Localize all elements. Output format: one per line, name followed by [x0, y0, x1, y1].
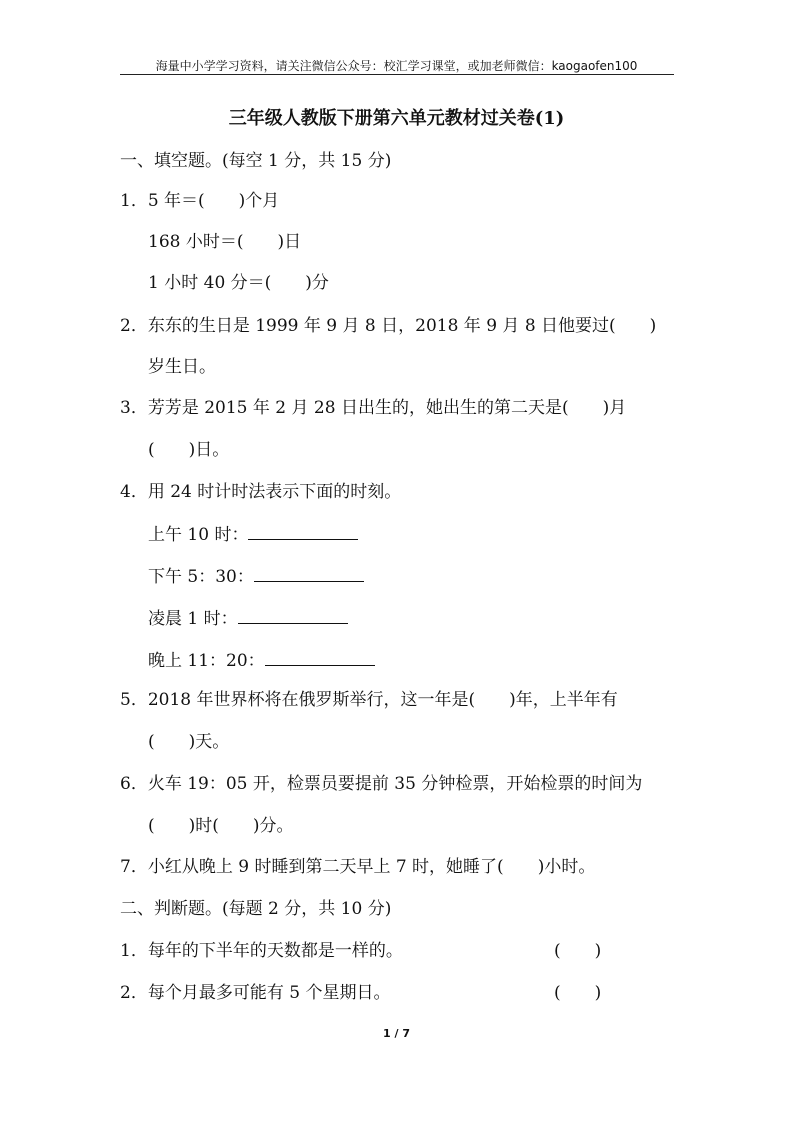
judge-item-text: 1．每年的下半年的天数都是一样的。 [120, 941, 403, 961]
q4-item-label: 凌晨 1 时： [148, 609, 238, 629]
header-text: 海量中小学学习资料，请关注微信公众号：校汇学习课堂，或加老师微信：kaogaofen100 [155, 59, 638, 73]
q2-line2: 岁生日。 [148, 357, 216, 377]
q4-item-label: 上午 10 时： [148, 525, 249, 545]
q4-item [148, 649, 375, 672]
q4-item [148, 523, 358, 546]
answer-blank[interactable] [265, 649, 375, 666]
page-title: 三年级人教版下册第六单元教材过关卷(1) [228, 108, 565, 129]
header-divider [120, 74, 674, 75]
q6-line2: ( )时( )分。 [148, 816, 294, 836]
q4-item [148, 607, 348, 630]
q1-line3: 1 小时 40 分＝( )分 [148, 273, 329, 293]
q1-line2: 168 小时＝( )日 [148, 232, 302, 252]
q5-line2: ( )天。 [148, 732, 230, 752]
answer-blank[interactable] [238, 607, 348, 624]
q2-line1: 2．东东的生日是 1999 年 9 月 8 日，2018 年 9 月 8 日他要过( ) [120, 316, 657, 336]
answer-blank[interactable] [254, 565, 364, 582]
q4-item-label: 下午 5：30： [148, 567, 254, 587]
q7-line1: 7．小红从晚上 9 时睡到第二天早上 7 时，她睡了( )小时。 [120, 857, 596, 877]
section2-heading: 二、判断题。(每题 2 分，共 10 分) [120, 899, 392, 919]
q6-line1: 6．火车 19：05 开，检票员要提前 35 分钟检票，开始检票的时间为 [120, 774, 643, 794]
q1-line1: 1．5 年＝( )个月 [120, 191, 280, 211]
q4-item [148, 565, 364, 588]
q3-line2: ( )日。 [148, 440, 230, 460]
judge-answer-paren[interactable]: ( ) [554, 941, 602, 961]
answer-blank[interactable] [248, 523, 358, 540]
page-number: 1 / 7 [383, 1027, 410, 1040]
judge-item-text: 2．每个月最多可能有 5 个星期日。 [120, 983, 391, 1003]
q5-line1: 5．2018 年世界杯将在俄罗斯举行，这一年是( )年，上半年有 [120, 690, 618, 710]
q3-line1: 3．芳芳是 2015 年 2 月 28 日出生的，她出生的第二天是( )月 [120, 398, 627, 418]
q4-item-label: 晚上 11：20： [148, 651, 265, 671]
q4-line1: 4．用 24 时计时法表示下面的时刻。 [120, 482, 402, 502]
section1-heading: 一、填空题。(每空 1 分，共 15 分) [120, 151, 392, 171]
judge-answer-paren[interactable]: ( ) [554, 983, 602, 1003]
